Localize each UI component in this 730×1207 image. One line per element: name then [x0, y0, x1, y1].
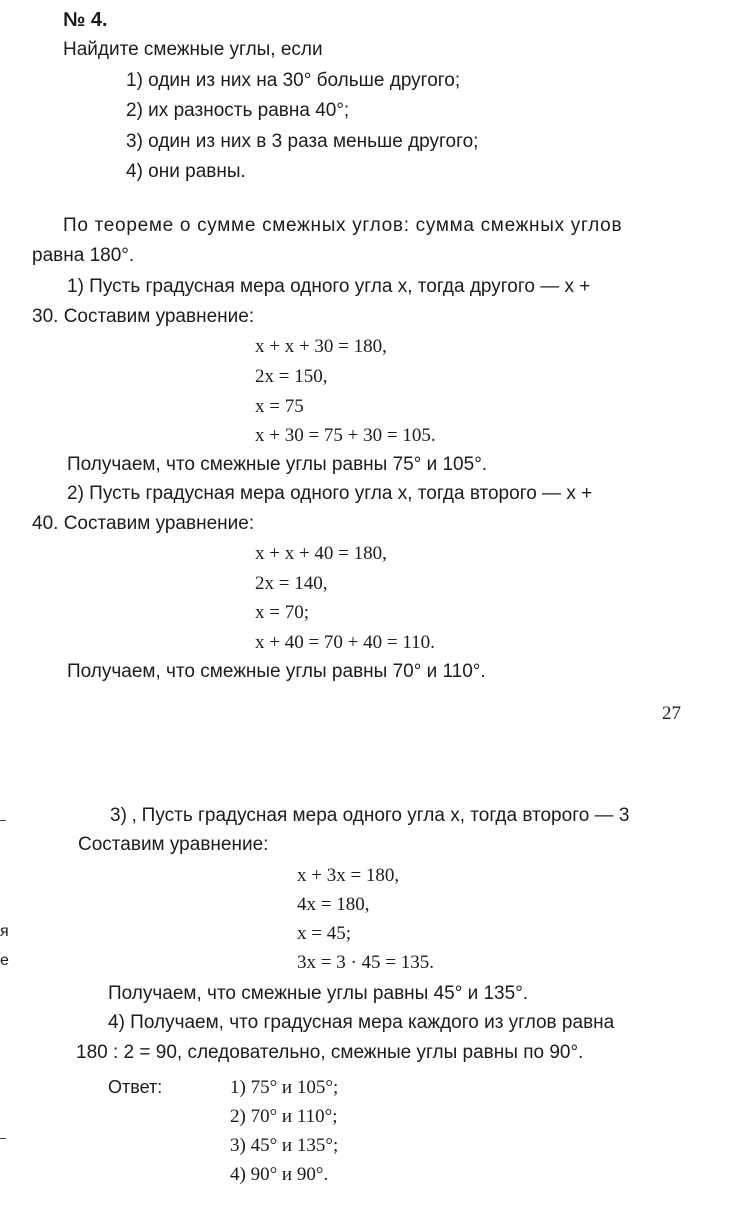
- case1-lead: 1) Пусть градусная мера одного угла x, тогда другого — x +: [67, 276, 591, 297]
- margin-glyph: я: [0, 923, 9, 940]
- problem-number: № 4.: [63, 9, 108, 31]
- case2-equation-2: 2x = 140,: [255, 573, 328, 594]
- case3-equation-1: x + 3x = 180,: [297, 865, 400, 886]
- case2-equation-3: x = 70;: [255, 602, 309, 623]
- intro-line-1: По теореме о сумме смежных углов: сумма смежных углов: [63, 215, 623, 236]
- condition-4: 4) они равны.: [126, 161, 246, 182]
- case2-equation-4: x + 40 = 70 + 40 = 110.: [255, 632, 435, 653]
- case1-result: Получаем, что смежные углы равны 75° и 105°.: [67, 454, 488, 475]
- case2-result: Получаем, что смежные углы равны 70° и 110°.: [67, 661, 486, 682]
- case3-equation-4: 3x = 3 · 45 = 135.: [297, 952, 435, 973]
- problem-prompt: Найдите смежные углы, если: [63, 39, 323, 60]
- case4-line-2: 180 : 2 = 90, следовательно, смежные углы равны по 90°.: [76, 1042, 584, 1063]
- answer-label: Ответ:: [108, 1077, 163, 1097]
- case1-equation-4: x + 30 = 75 + 30 = 105.: [255, 425, 436, 446]
- answer-item-1: 1) 75° и 105°;: [230, 1077, 339, 1098]
- condition-1: 1) один из них на 30° больше другого;: [126, 70, 461, 91]
- case1-equation-1: x + x + 30 = 180,: [255, 336, 387, 357]
- condition-3: 3) один из них в 3 раза меньше другого;: [126, 131, 479, 152]
- intro-line-2: равна 180°.: [32, 245, 135, 266]
- case3-lead: 3) ‚ Пусть градусная мера одного угла x, тогда второго — 3: [110, 805, 630, 826]
- margin-tick: [0, 1138, 6, 1139]
- case2-lead: 2) Пусть градусная мера одного угла x, тогда второго — x +: [67, 483, 593, 504]
- answer-item-4: 4) 90° и 90°.: [230, 1164, 329, 1185]
- case2-equation-1: x + x + 40 = 180,: [255, 543, 387, 564]
- answer-item-3: 3) 45° и 135°;: [230, 1135, 339, 1156]
- case1-equation-3: x = 75: [255, 396, 304, 417]
- case3-cont: Составим уравнение:: [78, 834, 269, 855]
- case2-cont: 40. Составим уравнение:: [32, 513, 255, 534]
- case4-line-1: 4) Получаем, что градусная мера каждого из углов равна: [108, 1012, 615, 1033]
- margin-glyph: е: [0, 952, 9, 969]
- margin-tick: [0, 820, 6, 821]
- answer-item-2: 2) 70° и 110°;: [230, 1106, 338, 1127]
- case1-cont: 30. Составим уравнение:: [32, 306, 255, 327]
- page-number: 27: [662, 703, 681, 724]
- condition-2: 2) их разность равна 40°;: [126, 100, 350, 121]
- case3-equation-2: 4x = 180,: [297, 894, 370, 915]
- case3-result: Получаем, что смежные углы равны 45° и 135°.: [108, 983, 529, 1004]
- case3-equation-3: x = 45;: [297, 923, 351, 944]
- case1-equation-2: 2x = 150,: [255, 366, 328, 387]
